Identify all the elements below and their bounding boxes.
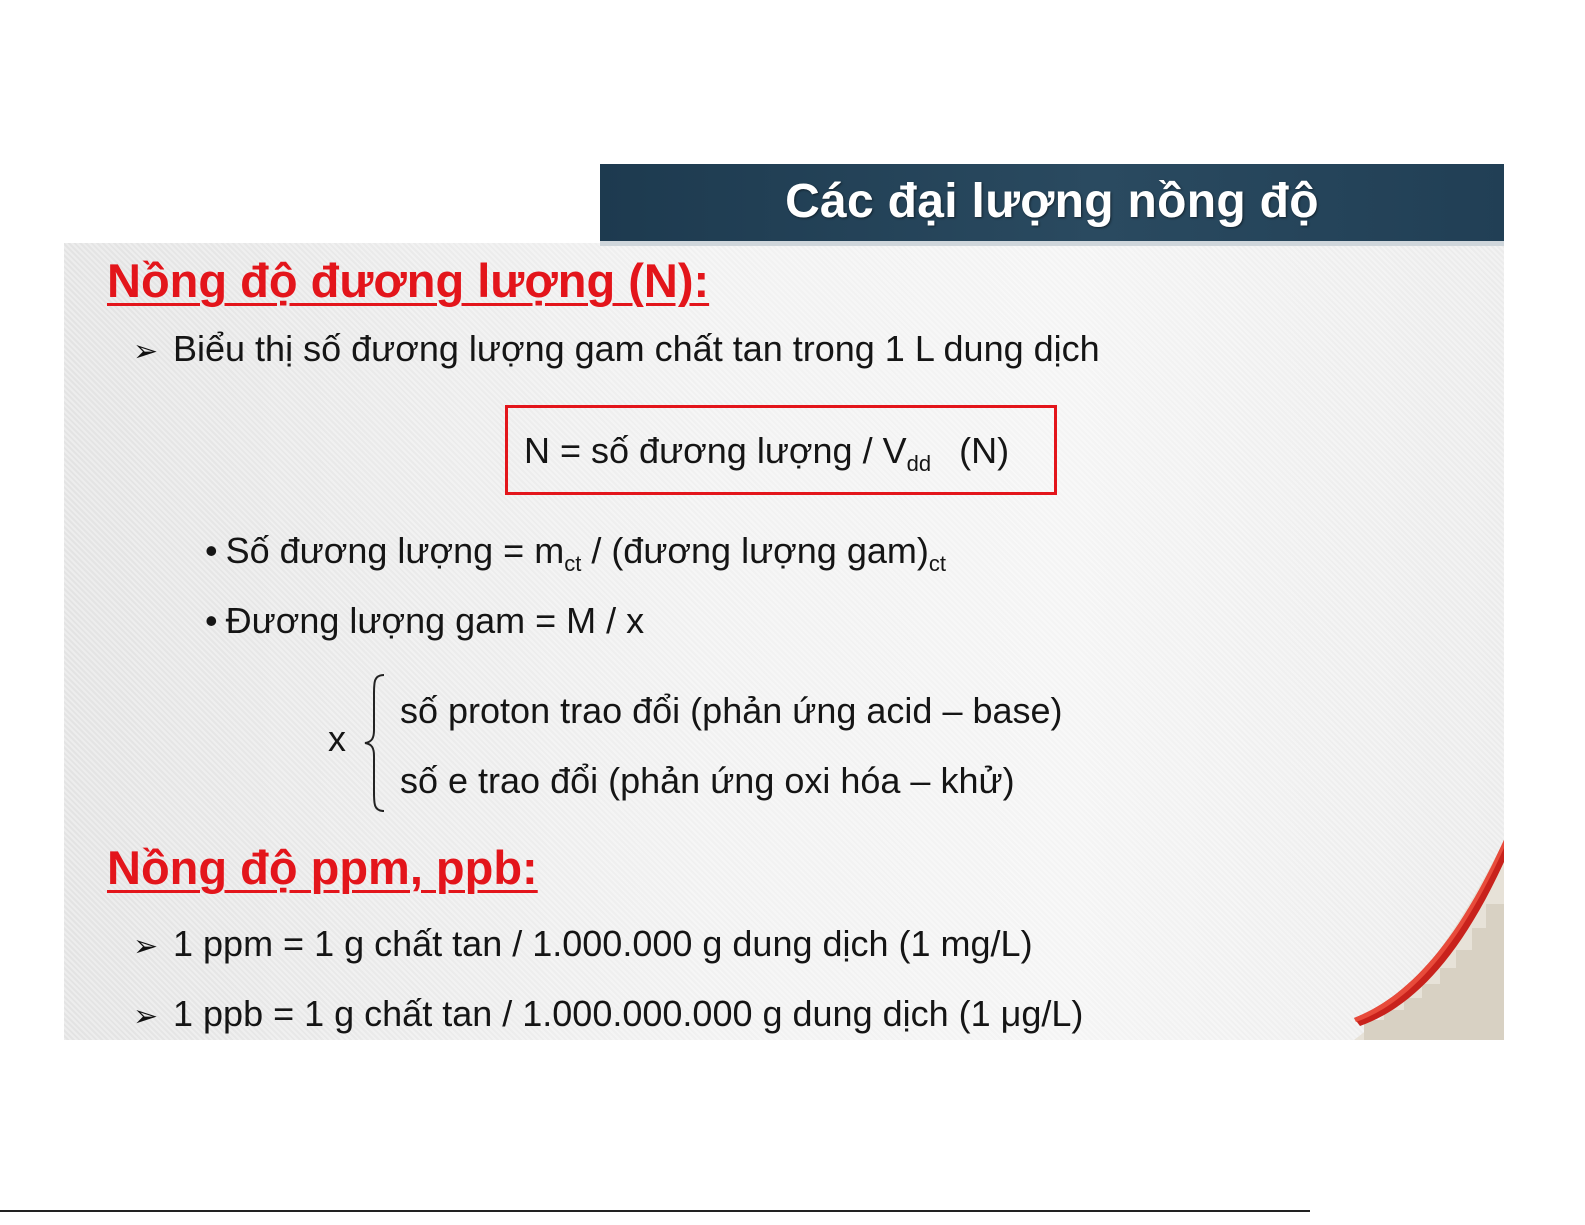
bullet-ppm [133,923,1033,965]
bullet-ppm-text: 1 ppm = 1 g chất tan / 1.000.000 g dung dịch (1 mg/L) [173,923,1033,964]
dot-bullet-icon: • [205,600,218,641]
x-variable: x [328,718,346,759]
title-bar [600,164,1504,246]
red-staircase-graphic [1354,840,1504,1040]
arrow-bullet-icon: ➢ [133,335,159,368]
formula-text: N = số đương lượng / V [524,430,907,471]
section-heading-normality: Nồng độ đương lượng (N): [107,254,710,307]
section-heading-ppm: Nồng độ ppm, ppb: [107,841,538,894]
item-equivalents-sub-a: ct [564,551,582,576]
dot-bullet-icon: • [205,530,218,571]
item-gram-equivalent-text: Đương lượng gam = M / x [225,600,645,641]
arrow-bullet-icon: ➢ [133,930,159,963]
item-equivalents [205,530,946,576]
formula-unit: (N) [959,430,1010,471]
curly-brace-icon [360,672,390,814]
x-case-electron: số e trao đổi (phản ứng oxi hóa – khử) [400,760,1015,801]
item-equivalents-sub-b: ct [928,551,946,576]
slide-title: Các đại lượng nồng độ [785,175,1319,228]
arrow-bullet-icon: ➢ [133,1000,159,1033]
formula-subscript: dd [906,451,932,476]
bullet-definition-text: Biểu thị số đương lượng gam chất tan trong 1 L dung dịch [173,328,1100,369]
item-equivalents-text-a: Số đương lượng = m [225,530,565,571]
bullet-ppb-text: 1 ppb = 1 g chất tan / 1.000.000.000 g dung dịch (1 μg/L) [173,993,1084,1034]
x-case-proton: số proton trao đổi (phản ứng acid – base) [400,690,1063,731]
bullet-definition [133,328,1100,370]
item-equivalents-text-b: / (đương lượng gam) [581,530,929,571]
formula-box [505,405,1057,495]
bullet-ppb [133,993,1083,1035]
item-gram-equivalent [205,600,644,642]
bottom-divider [0,1210,1310,1212]
